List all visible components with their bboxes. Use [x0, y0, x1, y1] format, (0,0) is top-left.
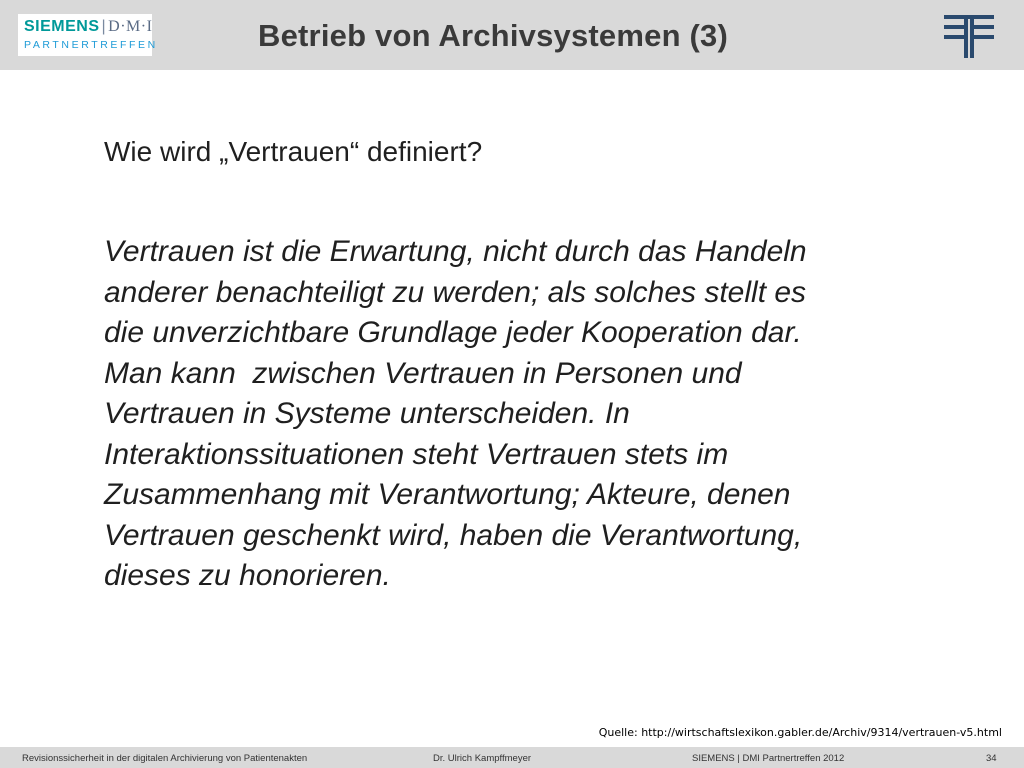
slide-title: Betrieb von Archivsystemen (3) — [258, 18, 729, 53]
footer-bar — [0, 747, 1024, 768]
page-number: 34 — [986, 753, 997, 764]
siemens-dmi-logo — [18, 14, 158, 56]
paragraph-line: Man kann zwischen Vertrauen in Personen und — [104, 356, 742, 390]
footer-author: Dr. Ulrich Kampffmeyer — [433, 753, 532, 764]
definition-paragraph — [104, 232, 934, 597]
paragraph-line: Vertrauen ist die Erwartung, nicht durch das Handeln — [104, 235, 807, 268]
logo-division: D·M·I — [108, 18, 153, 35]
footer-presentation-title: Revisionssicherheit in der digitalen Archivierung von Patientenakten — [22, 753, 308, 764]
paragraph-line: Interaktionssituationen steht Vertrauen stets im — [104, 437, 729, 471]
paragraph-line: dieses zu honorieren. — [104, 559, 391, 592]
logo-brand: SIEMENS — [24, 18, 100, 35]
logo-separator: | — [101, 18, 107, 35]
logo-wordmark — [24, 18, 152, 36]
paragraph-line: die unverzichtbare Grundlage jeder Kooperation dar. — [104, 316, 802, 349]
paragraph-line: Vertrauen in Systeme unterscheiden. In — [104, 397, 630, 430]
paragraph-line: Zusammenhang mit Verantwortung; Akteure, denen — [104, 478, 791, 511]
footer-event: SIEMENS | DMI Partnertreffen 2012 — [692, 753, 845, 764]
paragraph-line: anderer benachteiligt zu werden; als solches stellt es — [104, 275, 807, 309]
question-heading: Wie wird „Vertrauen“ definiert? — [104, 136, 483, 167]
paragraph-line: Vertrauen geschenkt wird, haben die Verantwortung, — [104, 518, 803, 552]
source-citation: Quelle: http://wirtschaftslexikon.gabler.de/Archiv/9314/vertrauen-v5.html — [598, 726, 1002, 739]
header-bar — [0, 0, 1024, 70]
logo-subtitle: PARTNERTREFFEN — [24, 39, 158, 51]
ff-logo-icon — [942, 12, 996, 60]
